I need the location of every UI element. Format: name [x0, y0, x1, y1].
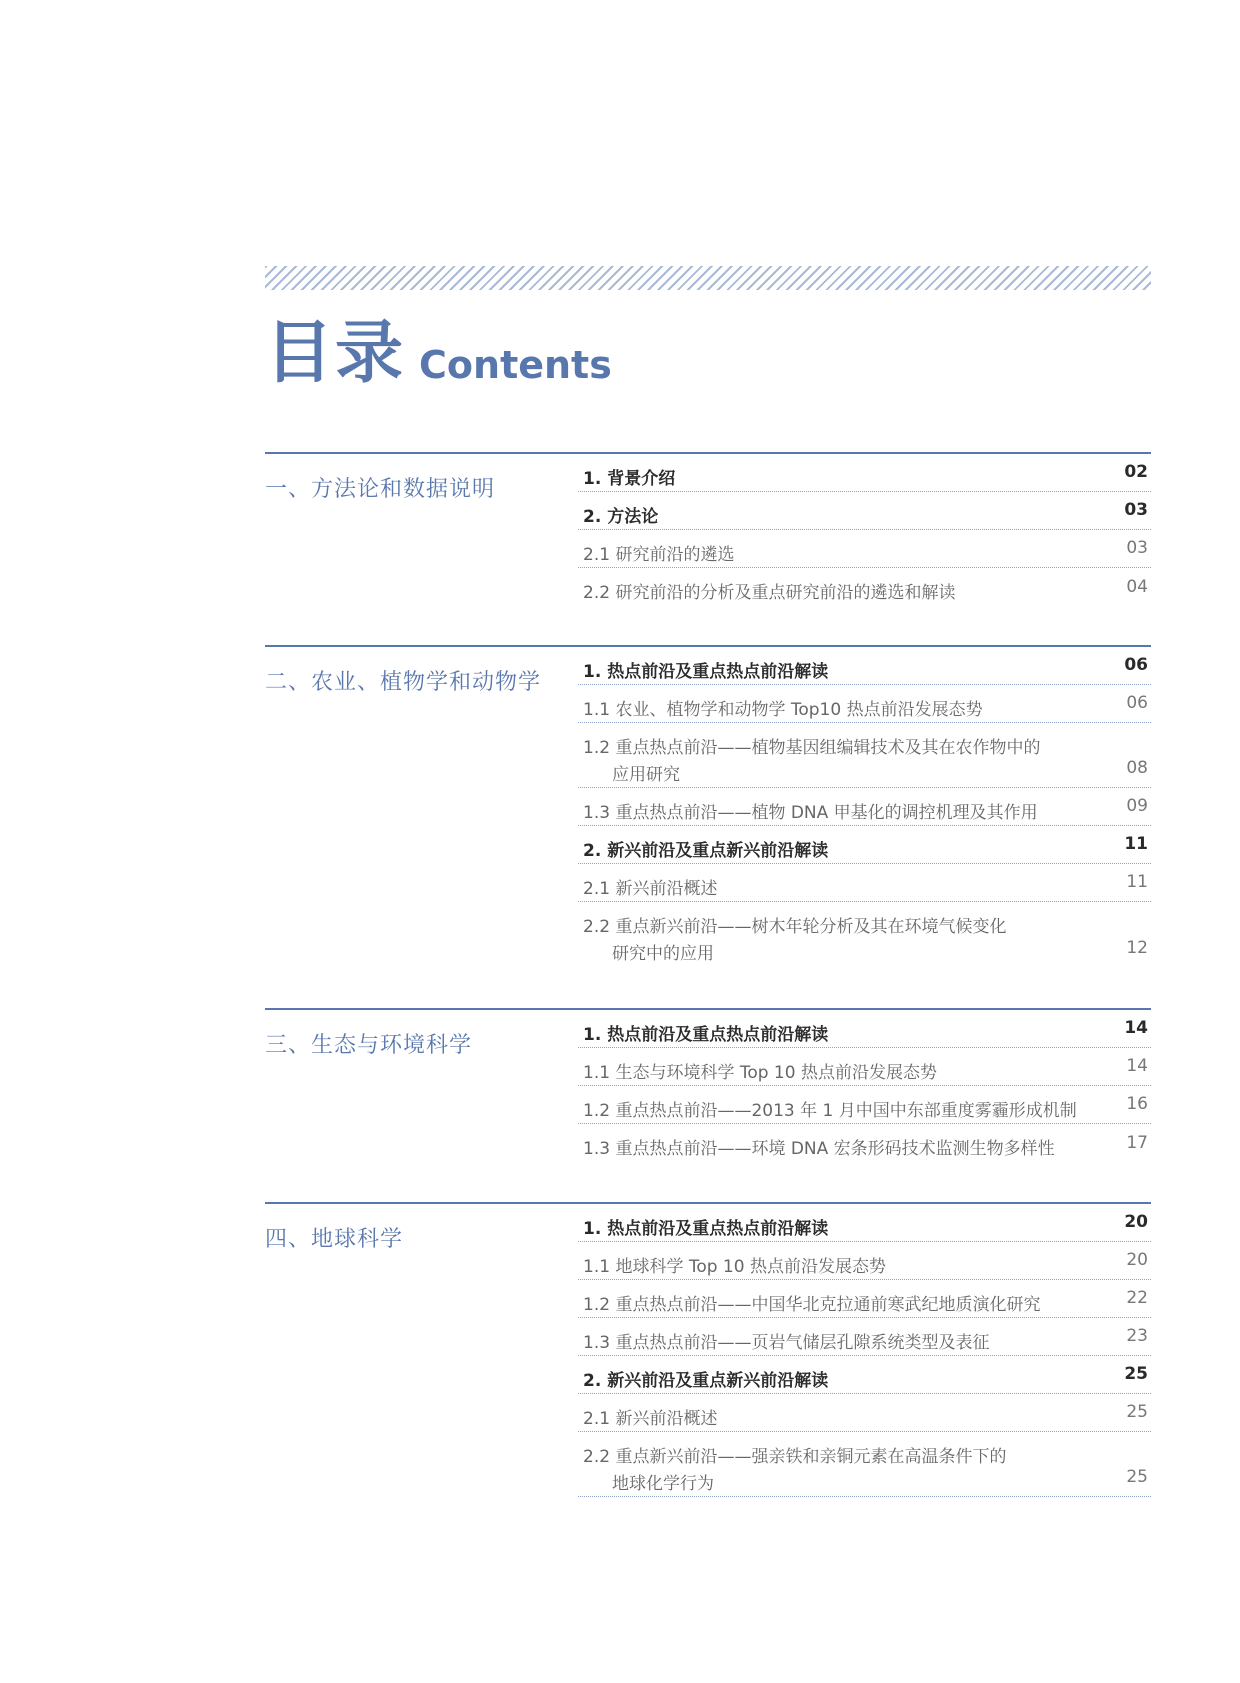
page-number: 22: [1126, 1288, 1148, 1308]
entry-title: 1.3 重点热点前沿——环境 DNA 宏条形码技术监测生物多样性: [583, 1139, 1055, 1159]
page-number: 12: [1126, 938, 1148, 958]
toc-entry[interactable]: [578, 685, 1151, 723]
page-title-zh: 目录: [265, 314, 406, 393]
entry-title: 2.1 研究前沿的遴选: [583, 545, 735, 565]
page-number: 17: [1126, 1133, 1148, 1153]
page-number: 20: [1126, 1250, 1148, 1270]
page-number: 03: [1124, 500, 1148, 520]
section-title: 三、生态与环境科学: [265, 1033, 473, 1058]
page-number: 08: [1126, 758, 1148, 778]
page-number: 06: [1126, 693, 1148, 713]
toc-entries: [578, 1204, 1151, 1497]
entry-title: 2.1 新兴前沿概述: [583, 879, 718, 899]
toc-entry[interactable]: [578, 826, 1151, 864]
entry-title: 2.1 新兴前沿概述: [583, 1409, 718, 1429]
toc-entry[interactable]: [578, 723, 1151, 788]
entry-title: 2.2 重点新兴前沿——树木年轮分析及其在环境气候变化: [583, 917, 1007, 937]
toc-entries: [578, 647, 1151, 967]
toc-entry[interactable]: [578, 1242, 1151, 1280]
page-number: 11: [1126, 872, 1148, 892]
toc-entry[interactable]: [578, 568, 1151, 606]
toc-entry[interactable]: [578, 1048, 1151, 1086]
entry-title: 1.3 重点热点前沿——植物 DNA 甲基化的调控机理及其作用: [583, 803, 1038, 823]
toc-entry[interactable]: [578, 1432, 1151, 1497]
entry-title: 2.2 重点新兴前沿——强亲铁和亲铜元素在高温条件下的: [583, 1447, 1007, 1467]
entry-title: 1.3 重点热点前沿——页岩气储层孔隙系统类型及表征: [583, 1333, 990, 1353]
toc-entry[interactable]: [578, 454, 1151, 492]
entry-title: 2. 新兴前沿及重点新兴前沿解读: [583, 841, 829, 861]
entry-title: 1.2 重点热点前沿——植物基因组编辑技术及其在农作物中的: [583, 738, 1041, 758]
toc-entry[interactable]: [578, 1280, 1151, 1318]
toc-entry[interactable]: [578, 1086, 1151, 1124]
page-number: 09: [1126, 796, 1148, 816]
toc-section: [265, 1008, 1151, 1159]
page-number: 04: [1126, 577, 1148, 597]
entry-title: 2.2 研究前沿的分析及重点研究前沿的遴选和解读: [583, 583, 956, 603]
toc-entry[interactable]: [578, 1010, 1151, 1048]
toc-entry[interactable]: [578, 1124, 1151, 1162]
toc-section: [265, 1202, 1151, 1494]
page-number: 25: [1126, 1467, 1148, 1487]
page-number: 14: [1126, 1056, 1148, 1076]
entry-title: 1. 背景介绍: [583, 469, 676, 489]
entry-title: 2. 方法论: [583, 507, 659, 527]
page-number: 20: [1124, 1212, 1148, 1232]
entry-title: 1.1 生态与环境科学 Top 10 热点前沿发展态势: [583, 1063, 937, 1083]
page-number: 06: [1124, 655, 1148, 675]
entry-title: 1. 热点前沿及重点热点前沿解读: [583, 1219, 829, 1239]
toc-entry[interactable]: [578, 788, 1151, 826]
toc-entry[interactable]: [578, 864, 1151, 902]
page-number: 02: [1124, 462, 1148, 482]
decorative-hatch-band: [265, 266, 1151, 290]
entry-title: 2. 新兴前沿及重点新兴前沿解读: [583, 1371, 829, 1391]
entry-title: 1. 热点前沿及重点热点前沿解读: [583, 662, 829, 682]
page-number: 25: [1126, 1402, 1148, 1422]
toc-section: [265, 452, 1151, 603]
page-number: 03: [1126, 538, 1148, 558]
entry-title: 1.1 农业、植物学和动物学 Top10 热点前沿发展态势: [583, 700, 983, 720]
page-number: 14: [1124, 1018, 1148, 1038]
page-title: [265, 308, 612, 393]
page-number: 16: [1126, 1094, 1148, 1114]
toc-entry[interactable]: [578, 1204, 1151, 1242]
entry-title: 1.2 重点热点前沿——中国华北克拉通前寒武纪地质演化研究: [583, 1295, 1041, 1315]
entry-title-continued: 研究中的应用: [612, 944, 714, 964]
entry-title: 1.2 重点热点前沿——2013 年 1 月中国中东部重度雾霾形成机制: [583, 1101, 1077, 1121]
page-title-en: Contents: [419, 343, 612, 387]
section-title: 二、农业、植物学和动物学: [265, 670, 542, 695]
toc-entry[interactable]: [578, 902, 1151, 967]
toc-section: [265, 645, 1151, 964]
entry-title: 1.1 地球科学 Top 10 热点前沿发展态势: [583, 1257, 886, 1277]
entry-title: 1. 热点前沿及重点热点前沿解读: [583, 1025, 829, 1045]
page-number: 25: [1124, 1364, 1148, 1384]
page-number: 11: [1124, 834, 1148, 854]
section-title: 一、方法论和数据说明: [265, 477, 496, 502]
toc-entries: [578, 1010, 1151, 1162]
toc-entry[interactable]: [578, 492, 1151, 530]
toc-entry[interactable]: [578, 1394, 1151, 1432]
entry-title-continued: 应用研究: [612, 765, 680, 785]
toc-entry[interactable]: [578, 647, 1151, 685]
toc-entry[interactable]: [578, 1318, 1151, 1356]
toc-entry[interactable]: [578, 530, 1151, 568]
toc-entry[interactable]: [578, 1356, 1151, 1394]
page-number: 23: [1126, 1326, 1148, 1346]
section-title: 四、地球科学: [265, 1227, 404, 1252]
entry-title-continued: 地球化学行为: [612, 1474, 714, 1494]
toc-entries: [578, 454, 1151, 606]
